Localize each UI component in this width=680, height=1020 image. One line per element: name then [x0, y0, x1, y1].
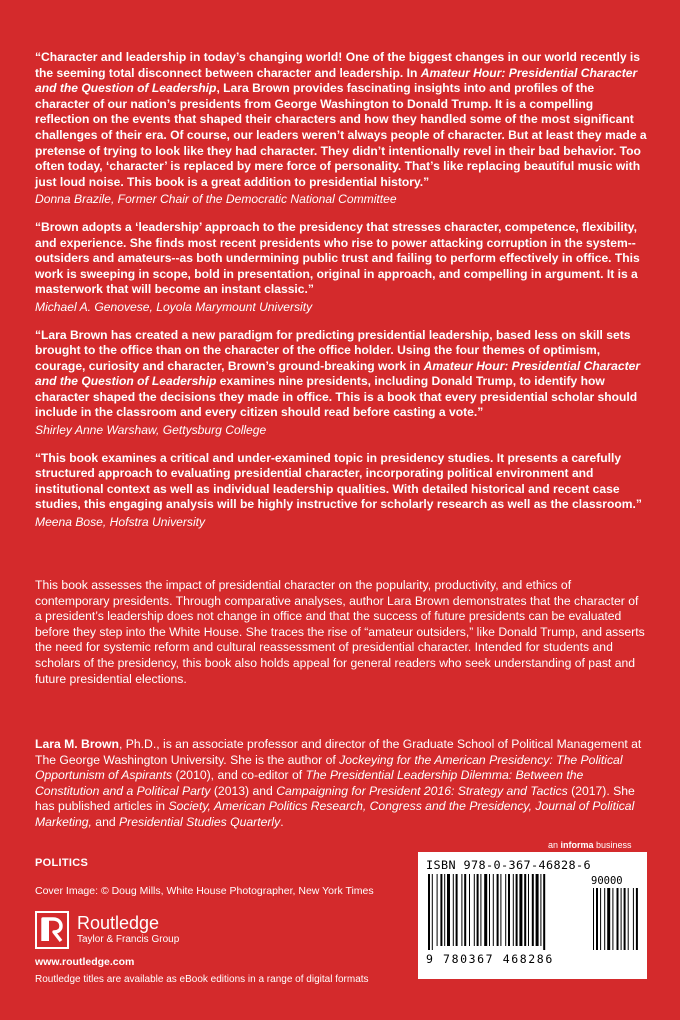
barcode-addon: 90000 — [591, 875, 623, 887]
barcode-addon-bar — [633, 888, 634, 950]
endorsement-quote: “This book examines a critical and under-examined topic in presidency studies. It presents a carefully structured approach to evaluating presidential character, incorporating political environment and institutional context as well as individual leadership qualities. With detailed historical and recent case studies, this engaging analysis will be highly instructive for scholarly research as well as the classroom.” — [35, 450, 642, 512]
barcode-bar — [543, 874, 545, 950]
barcode-bar — [489, 874, 490, 946]
endorsement — [35, 220, 647, 316]
barcode-box — [418, 852, 647, 979]
subject-category: POLITICS — [35, 857, 89, 869]
barcode-addon-bar — [621, 888, 622, 950]
endorsement-attribution: Michael A. Genovese, Loyola Marymount University — [35, 299, 313, 314]
barcode-bar — [505, 874, 506, 946]
barcode-bar — [524, 874, 526, 946]
barcode-bar — [456, 874, 458, 946]
barcode-addon-bar — [593, 888, 594, 950]
endorsement — [35, 50, 647, 208]
barcode-bar — [519, 874, 522, 946]
barcode-bar — [528, 874, 529, 946]
barcode-bar — [432, 874, 433, 950]
barcode-bar — [469, 874, 470, 946]
endorsement — [35, 451, 647, 531]
barcode-addon-bar — [596, 888, 598, 950]
barcode-addon-bar — [607, 888, 610, 950]
barcode-addon-bar — [624, 888, 626, 950]
barcode-addon-bar — [617, 888, 619, 950]
publisher-logo — [35, 911, 235, 949]
barcode-addon-bar — [636, 888, 638, 950]
barcode-bar — [447, 874, 450, 946]
endorsement-quote: “Lara Brown has created a new paradigm for predicting presidential leadership, based less on skill sets brought to the office than on the character of the office holder. Using the four themes of optimism, courage, curiosity and character, Brown’s ground-breaking work in Amateur Hour: Presidential Character and the Question of Leadership examines nine presidents, including Donald Trump, to identify how character shaped the decisions they made in office. This is a book that every presidential scholar should include in the classroom and every citizen should read before casting a vote.” — [35, 327, 641, 420]
barcode-addon-bar — [604, 888, 605, 950]
barcode-bar — [532, 874, 534, 946]
barcode-bar — [493, 874, 494, 946]
book-description: This book assesses the impact of presidential character on the popularity, productivity, and ethics of contemporary presidents. Through comparative analyses, author Lara Brown demonstrates that the character of a president’s leadership does not change in office and that the success of future presidents can be evaluated before they step into the White House. She traces the rise of “amateur outsiders,” like Donald Trump, and asserts the need for systemic reform and cultural reassessment of presidential character. Intended for students and scholars of the presidency, this book also holds appeal for general readers who seek understanding of past and future presidential elections. — [35, 578, 645, 686]
cover-credit: Cover Image: © Doug Mills, White House Photographer, New York Times — [35, 885, 374, 897]
endorsement-attribution: Meena Bose, Hofstra University — [35, 515, 206, 530]
ebook-note: Routledge titles are available as eBook editions in a range of digital formats — [35, 974, 369, 985]
barcode-bar — [444, 874, 445, 946]
endorsement-attribution: Donna Brazile, Former Chair of the Democratic National Committee — [35, 192, 397, 207]
barcode-bar — [513, 874, 514, 946]
publisher-name: Routledge — [77, 913, 160, 933]
routledge-logo-icon — [35, 911, 69, 949]
barcode-bar — [540, 874, 541, 946]
barcode-bar — [516, 874, 518, 946]
barcode-digits: 9 780367 468286 — [426, 952, 554, 966]
barcode-bar — [440, 874, 442, 946]
barcode-bar — [461, 874, 462, 946]
barcode-bar — [428, 874, 430, 950]
publisher-group: Taylor & Francis Group — [77, 934, 180, 945]
barcode-addon-bar — [612, 888, 613, 950]
endorsement-attribution: Shirley Anne Warshaw, Gettysburg College — [35, 423, 267, 438]
barcode-bar — [474, 874, 475, 946]
isbn-label: ISBN 978-0-367-46828-6 — [426, 858, 592, 872]
endorsement-quote: “Character and leadership in today’s changing world! One of the biggest changes in our world recently is the seeming total disconnect between character and leadership. In Amateur Hour: Presidential Character and the Question of Leadership, Lara Brown provides fascinating insights into and profiles of the character of our nation’s presidents from George Washington to Donald Trump. It is a compelling reflection on the events that shaped their characters and how they handled some of the most significant challenges of their era. Of course, our leaders weren’t always people of character. But at least they made a pretense of trying to look like they had character. They didn’t intentionally revel in their bad behavior. Too often today, ‘character’ is replaced by mere force of personality. That’s like replacing beautiful music with just loud noise. This book is a great addition to presidential history.” — [35, 50, 647, 189]
barcode-bar — [497, 874, 499, 946]
barcode-bar — [437, 874, 438, 946]
endorsement-quote: “Brown adopts a ‘leadership’ approach to the presidency that stresses character, competence, flexibility, and experience. She finds most recent presidents who rise to power attacking corruption in the system--outsiders and amateurs--as both undermining public trust and failing to perform effectively in office. This work is sweeping in scope, bold in presentation, original in approach, and compelling in argument. It is a masterwork that will become an instant classic.” — [35, 219, 640, 297]
author-name: Lara M. Brown — [35, 737, 119, 751]
barcode-bar — [536, 874, 539, 946]
barcode-bar — [480, 874, 481, 946]
endorsement — [35, 328, 647, 439]
barcode-bar — [508, 874, 510, 946]
barcode-bar — [500, 874, 501, 946]
barcode-addon-bar — [628, 888, 629, 950]
barcode-bar — [477, 874, 479, 946]
author-bio: Lara M. Brown, Ph.D., is an associate professor and director of the Graduate School of Political Management at The George Washington University. She is the author of Jockeying for the American Presidency: The Political Opportunism of Aspirants (2010), and co-editor of The Presidential Leadership Dilemma: Between the Constitution and a Political Party (2013) and Campaigning for President 2016: Strategy and Tactics (2017). She has published articles in Society, American Politics Research, Congress and the Presidency, Journal of Political Marketing, and Presidential Studies Quarterly. — [35, 737, 642, 829]
publisher-website: www.routledge.com — [35, 956, 135, 968]
barcode-bar — [464, 874, 466, 946]
barcode-bar — [484, 874, 487, 946]
informa-note: an informa business — [548, 840, 632, 850]
barcode-bar — [453, 874, 454, 946]
endorsements — [35, 50, 647, 543]
barcode-addon-bar — [600, 888, 601, 950]
